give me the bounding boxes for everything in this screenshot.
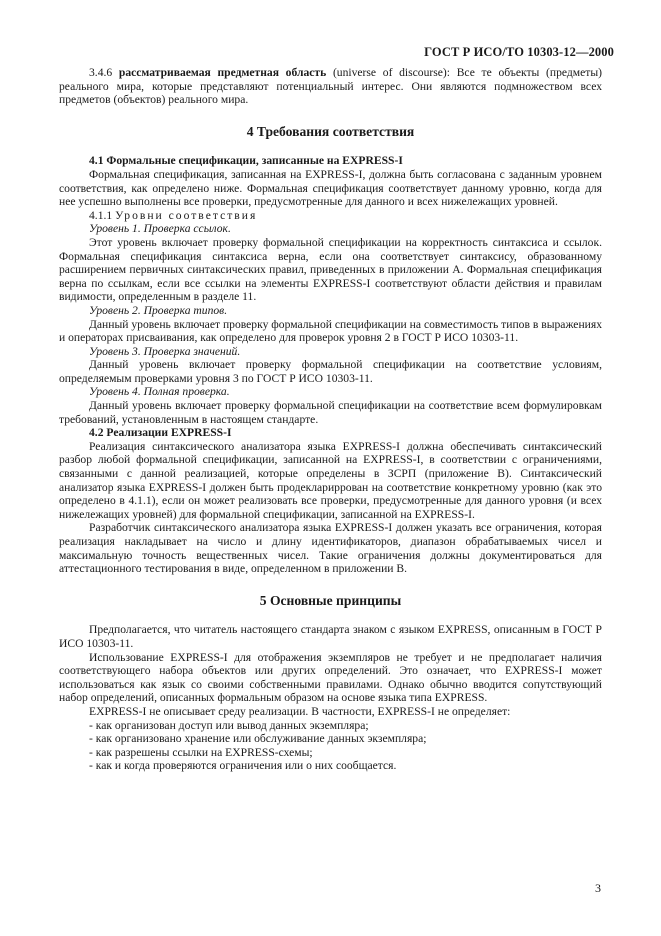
definition-term: рассматриваемая предметная область <box>118 66 327 79</box>
section-4-1-1-number: 4.1.1 <box>89 208 113 222</box>
definition-term-en: (universe of discourse): <box>332 66 450 79</box>
section-4-1-1-title: Уровни соответствия <box>115 208 258 222</box>
list-item: - как организован доступ или вывод данных экземпляра; <box>89 718 369 732</box>
section-5-paragraph-2: Использование EXPRESS-I для отображения экземпляров не требует и не предполагает наличия соответствующего набора объектов или других определений. Это означает, что EXPRESS-I может использоваться как язык со своими собственными правилами. Однако обычно вводится сопутствующий набор определений, описанных формальным образом на основе языка типа EXPRESS. <box>59 650 602 705</box>
level-3-title: Уровень 3. Проверка значений. <box>89 344 241 358</box>
page-number: 3 <box>595 881 601 895</box>
section-5-list <box>59 719 602 773</box>
level-2-text: Данный уровень включает проверку формальной спецификации на совместимость типов в выражениях и операторах присваивания, как определено для проверок уровня 2 в ГОСТ Р ИСО 10303-11. <box>59 317 602 345</box>
level-1-title: Уровень 1. Проверка ссылок. <box>89 222 231 236</box>
definition-3-4-6 <box>59 66 602 107</box>
level-4-title: Уровень 4. Полная проверка. <box>89 385 230 399</box>
section-4-2-heading: 4.2 Реализации EXPRESS-I <box>89 426 232 440</box>
section-4-2-paragraph-2: Разработчик синтаксического анализатора языка EXPRESS-I должен указать все ограничения, которая реализация накладывает на число и длину идентификаторов, диапазон обрабатываемых чисел и максимальную точность вещественных чисел. Такие ограничения должны документироваться для аттестационного тестирования в виде, определенном в приложении В. <box>59 521 602 576</box>
level-4-text: Данный уровень включает проверку формальной спецификации на соответствие всем формулировкам требований, установленным в настоящем стандарте. <box>59 399 602 426</box>
section-4-1-paragraph: Формальная спецификация, записанная на EXPRESS-I, должна быть согласована с заданным уровнем соответствия, как определено ниже. Формальная спецификация соответствует данному уровню, когда для нее успешно выполнены все проверки, предусмотренные для данного и всех нижележащих уровней. <box>59 167 602 209</box>
section-4-title: 4 Требования соответствия <box>246 123 415 139</box>
level-2-title: Уровень 2. Проверка типов. <box>89 303 228 317</box>
document-header: ГОСТ Р ИСО/ТО 10303-12—2000 <box>424 45 614 59</box>
page-body <box>59 66 602 773</box>
definition-text: Все те объекты (предметы) реального мира, которые представляют потенциальный интерес. Они являются подмножеством всех предметов (объектов) реального мира. <box>59 66 602 107</box>
section-5-paragraph-3: EXPRESS-I не описывает среду реализации. В частности, EXPRESS-I не определяет: <box>89 704 511 718</box>
section-4-1-1-heading <box>59 209 602 223</box>
section-5-title: 5 Основные принципы <box>259 592 402 608</box>
section-5-paragraph-1: Предполагается, что читатель настоящего стандарта знаком с языком EXPRESS, описанным в ГОСТ Р ИСО 10303-11. <box>59 623 602 650</box>
list-item: - как и когда проверяются ограничения или о них сообщается. <box>89 759 397 773</box>
list-item: - как разрешены ссылки на EXPRESS-схемы; <box>89 745 313 759</box>
section-4-2-paragraph-1: Реализация синтаксического анализатора языка EXPRESS-I должна обеспечивать синтаксический разбор любой формальной спецификации, записанной на EXPRESS-I, в соответствии с ограничениями, связанными с данной реализацией, которые определены в ЗСРП (приложение В). Синтаксический анализатор языка EXPRESS-I должен быть продеклариррован на соответствие конкретному уровню (как это определено в 4.1.1), если он может реализовать все проверки, предусмотренные для данного уровня (и всех нижележащих уровней) для формальной спецификации, записанной на EXPRESS-I. <box>59 439 602 521</box>
level-3-text: Данный уровень включает проверку формальной спецификации на соответствие условиям, определяемым проверками уровня 3 по ГОСТ Р ИСО 10303-11. <box>59 358 602 385</box>
definition-number: 3.4.6 <box>89 66 113 79</box>
section-4-1-heading: 4.1 Формальные спецификации, записанные на EXPRESS-I <box>89 154 403 168</box>
list-item: - как организовано хранение или обслуживание данных экземпляра; <box>89 732 427 746</box>
level-1-text: Этот уровень включает проверку формальной спецификации на корректность синтаксиса и ссылок. Формальная спецификация синтаксиса верна, если она соответствует синтаксису, образованному расширением первичных синтаксических правил, приведенных в приложении А. Формальная спецификация верна по ссылкам, если все ссылки на элементы EXPRESS-I соответствуют области действия и правилам видимости, определенным в разделе 11. <box>59 235 602 304</box>
